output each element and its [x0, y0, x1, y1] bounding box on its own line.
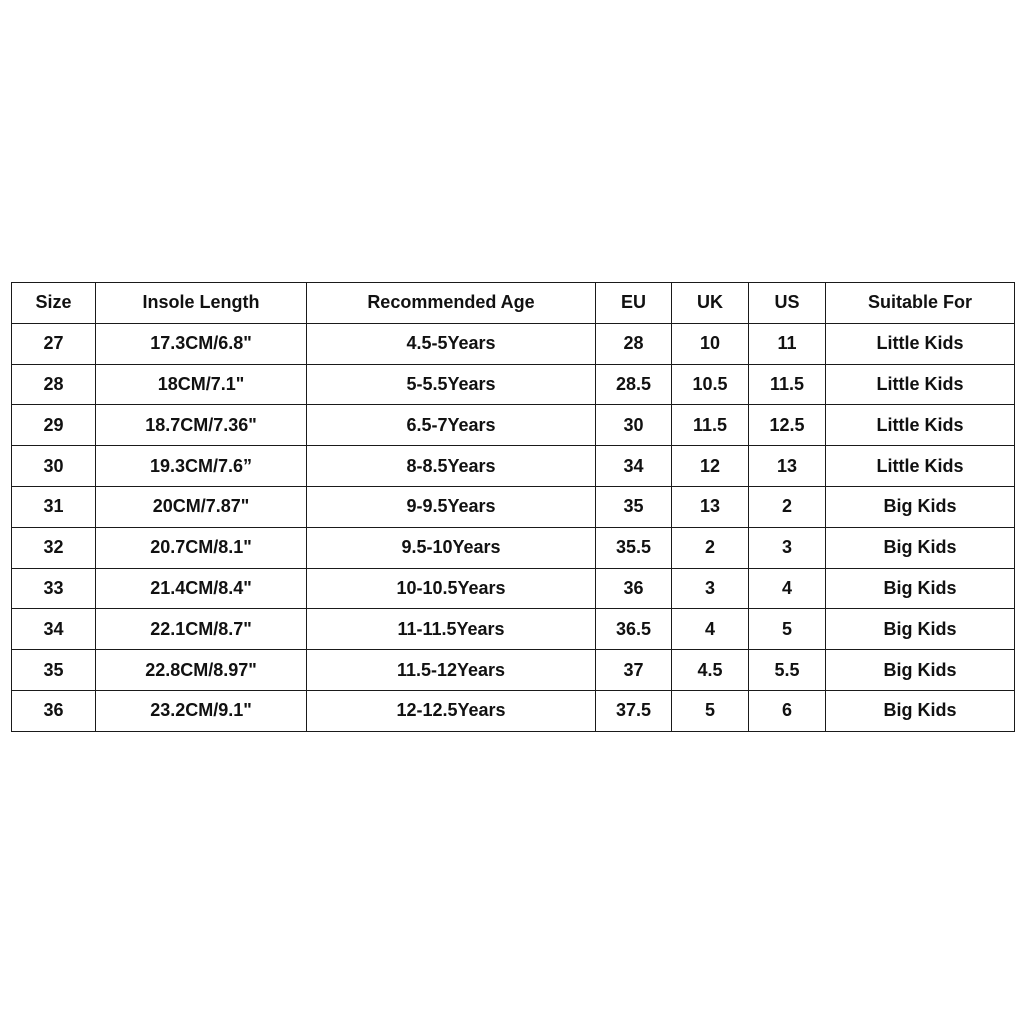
cell-recommended-age: 4.5-5Years: [307, 323, 596, 364]
header-recommended-age: Recommended Age: [307, 283, 596, 324]
cell-eu: 37: [596, 650, 672, 691]
cell-us: 3: [749, 527, 826, 568]
cell-size: 30: [12, 446, 96, 487]
cell-size: 32: [12, 527, 96, 568]
header-us: US: [749, 283, 826, 324]
cell-suitable-for: Little Kids: [826, 446, 1015, 487]
cell-uk: 4: [672, 609, 749, 650]
cell-us: 4: [749, 568, 826, 609]
cell-insole-length: 21.4CM/8.4": [96, 568, 307, 609]
cell-suitable-for: Big Kids: [826, 486, 1015, 527]
table-row: [12, 568, 1015, 609]
table-row: [12, 650, 1015, 691]
table-row: [12, 446, 1015, 487]
cell-insole-length: 19.3CM/7.6”: [96, 446, 307, 487]
size-chart-table: [11, 282, 1015, 732]
cell-eu: 28.5: [596, 364, 672, 405]
cell-size: 27: [12, 323, 96, 364]
cell-insole-length: 18.7CM/7.36": [96, 405, 307, 446]
cell-uk: 2: [672, 527, 749, 568]
cell-recommended-age: 10-10.5Years: [307, 568, 596, 609]
header-suitable-for: Suitable For: [826, 283, 1015, 324]
cell-us: 5: [749, 609, 826, 650]
cell-recommended-age: 9.5-10Years: [307, 527, 596, 568]
table-header-row: [12, 283, 1015, 324]
cell-us: 11.5: [749, 364, 826, 405]
cell-recommended-age: 11.5-12Years: [307, 650, 596, 691]
table-row: [12, 323, 1015, 364]
table-row: [12, 690, 1015, 731]
table-row: [12, 405, 1015, 446]
cell-uk: 5: [672, 690, 749, 731]
cell-suitable-for: Little Kids: [826, 405, 1015, 446]
header-insole-length: Insole Length: [96, 283, 307, 324]
cell-uk: 12: [672, 446, 749, 487]
cell-uk: 11.5: [672, 405, 749, 446]
cell-us: 2: [749, 486, 826, 527]
cell-recommended-age: 12-12.5Years: [307, 690, 596, 731]
table-row: [12, 609, 1015, 650]
cell-suitable-for: Big Kids: [826, 527, 1015, 568]
cell-size: 31: [12, 486, 96, 527]
header-eu: EU: [596, 283, 672, 324]
cell-insole-length: 23.2CM/9.1": [96, 690, 307, 731]
cell-suitable-for: Big Kids: [826, 650, 1015, 691]
cell-recommended-age: 6.5-7Years: [307, 405, 596, 446]
cell-suitable-for: Little Kids: [826, 323, 1015, 364]
cell-us: 13: [749, 446, 826, 487]
cell-us: 5.5: [749, 650, 826, 691]
cell-eu: 36.5: [596, 609, 672, 650]
cell-eu: 34: [596, 446, 672, 487]
cell-suitable-for: Big Kids: [826, 609, 1015, 650]
cell-us: 6: [749, 690, 826, 731]
cell-eu: 35: [596, 486, 672, 527]
cell-insole-length: 18CM/7.1": [96, 364, 307, 405]
table-row: [12, 364, 1015, 405]
table-row: [12, 527, 1015, 568]
cell-uk: 3: [672, 568, 749, 609]
cell-insole-length: 20.7CM/8.1": [96, 527, 307, 568]
cell-insole-length: 22.1CM/8.7": [96, 609, 307, 650]
cell-recommended-age: 11-11.5Years: [307, 609, 596, 650]
header-uk: UK: [672, 283, 749, 324]
cell-eu: 28: [596, 323, 672, 364]
cell-recommended-age: 8-8.5Years: [307, 446, 596, 487]
cell-size: 33: [12, 568, 96, 609]
cell-size: 34: [12, 609, 96, 650]
cell-size: 28: [12, 364, 96, 405]
cell-us: 12.5: [749, 405, 826, 446]
cell-recommended-age: 5-5.5Years: [307, 364, 596, 405]
cell-recommended-age: 9-9.5Years: [307, 486, 596, 527]
cell-eu: 30: [596, 405, 672, 446]
header-size: Size: [12, 283, 96, 324]
cell-uk: 10: [672, 323, 749, 364]
cell-eu: 35.5: [596, 527, 672, 568]
cell-uk: 10.5: [672, 364, 749, 405]
table-row: [12, 486, 1015, 527]
cell-suitable-for: Big Kids: [826, 568, 1015, 609]
cell-size: 29: [12, 405, 96, 446]
cell-suitable-for: Little Kids: [826, 364, 1015, 405]
cell-insole-length: 22.8CM/8.97": [96, 650, 307, 691]
cell-eu: 36: [596, 568, 672, 609]
cell-size: 36: [12, 690, 96, 731]
cell-size: 35: [12, 650, 96, 691]
cell-us: 11: [749, 323, 826, 364]
cell-insole-length: 17.3CM/6.8": [96, 323, 307, 364]
cell-uk: 4.5: [672, 650, 749, 691]
cell-eu: 37.5: [596, 690, 672, 731]
cell-uk: 13: [672, 486, 749, 527]
cell-insole-length: 20CM/7.87": [96, 486, 307, 527]
cell-suitable-for: Big Kids: [826, 690, 1015, 731]
